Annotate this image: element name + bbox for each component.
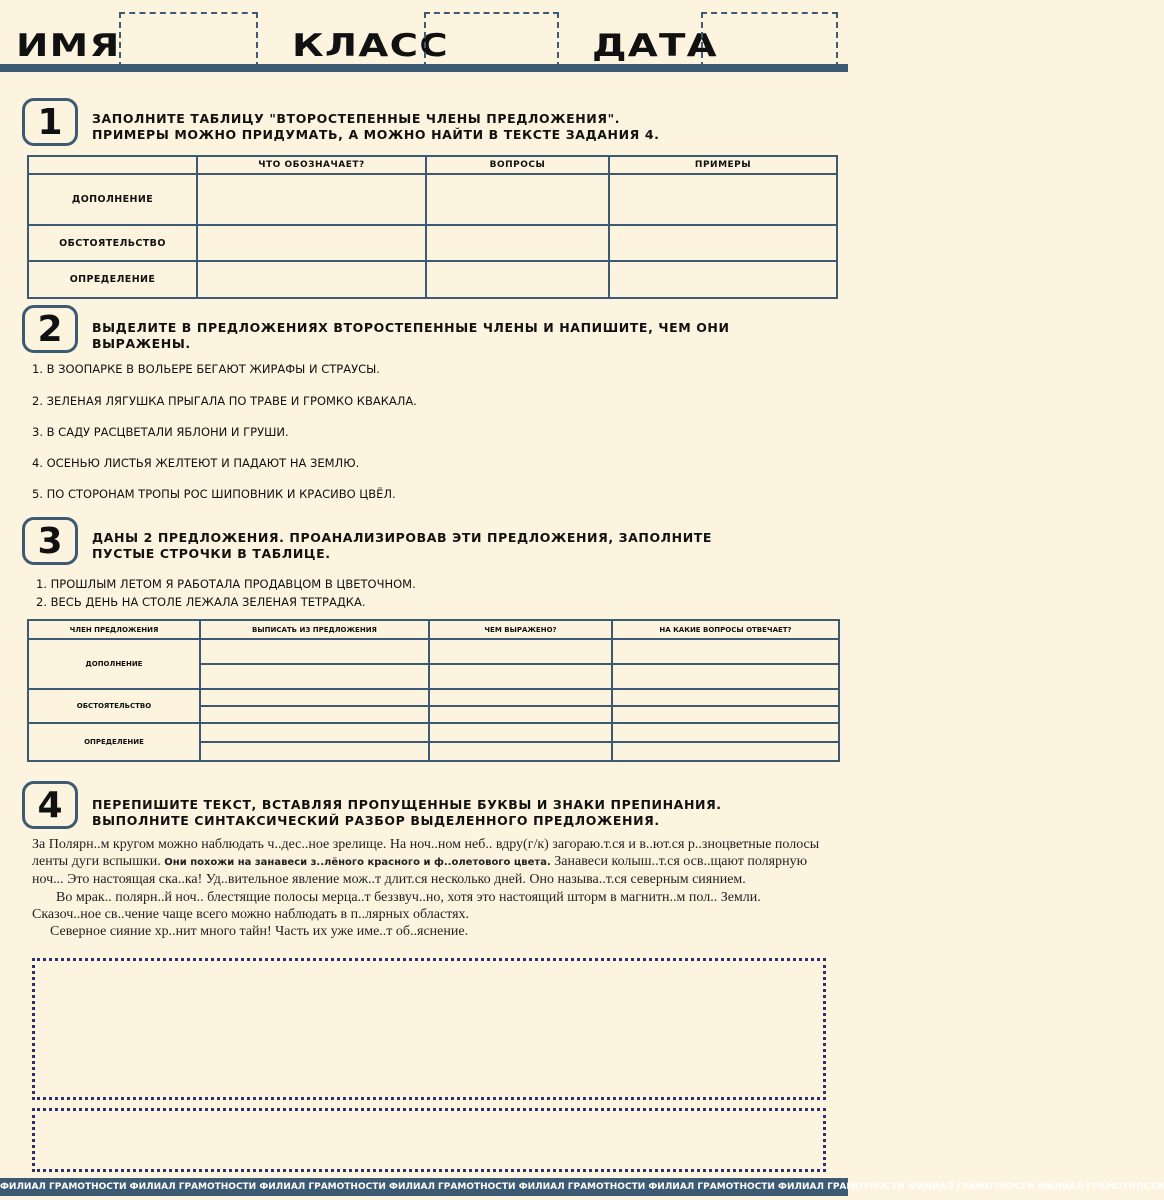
cell[interactable] [429, 706, 612, 723]
sentence: 4. ОСЕНЬЮ ЛИСТЬЯ ЖЕЛТЕЮТ И ПАДАЮТ НА ЗЕМЛЮ. [32, 456, 360, 470]
cell[interactable] [612, 723, 839, 742]
col-header: ВОПРОСЫ [426, 156, 609, 174]
footer-band: ФИЛИАЛ ГРАМОТНОСТИ ФИЛИАЛ ГРАМОТНОСТИ ФИЛИАЛ ГРАМОТНОСТИ ФИЛИАЛ ГРАМОТНОСТИ ФИЛИАЛ ГРАМОТНОСТИ ФИЛИАЛ ГРАМОТНОСТИ ФИЛИАЛ ГРАМОТНОСТИ ФИЛИАЛ ГРАМОТНОСТИ ФИЛИАЛ ГРАМОТНОСТИ [0, 1178, 848, 1196]
cell[interactable] [426, 225, 609, 261]
task-2-badge: 2 [22, 305, 78, 353]
cell[interactable] [612, 742, 839, 761]
task-4-title [92, 797, 722, 829]
row-label: ДОПОЛНЕНИЕ [28, 639, 200, 689]
title-line: ВЫПОЛНИТЕ СИНТАКСИЧЕСКИЙ РАЗБОР ВЫДЕЛЕННОГО ПРЕДЛОЖЕНИЯ. [92, 813, 660, 828]
text: За Полярн..м кругом можно наблюдать ч..дес..ное зрелище. На ноч..ном неб.. вдру(г/к) загораю.т.ся и в..ют.ся р..зноцветные полосы ленты дуги вспышки. [32, 837, 820, 870]
sentence: 1. В ЗООПАРКЕ В ВОЛЬЕРЕ БЕГАЮТ ЖИРАФЫ И СТРАУСЫ. [32, 362, 380, 376]
col-header: НА КАКИЕ ВОПРОСЫ ОТВЕЧАЕТ? [612, 620, 839, 639]
cell[interactable] [609, 174, 837, 225]
col-header: ЧЕМ ВЫРАЖЕНО? [429, 620, 612, 639]
sentence: 5. ПО СТОРОНАМ ТРОПЫ РОС ШИПОВНИК И КРАСИВО ЦВЁЛ. [32, 487, 396, 501]
col-header: ПРИМЕРЫ [609, 156, 837, 174]
name-label: ИМЯ [16, 28, 121, 64]
paragraph: Во мрак.. полярн..й ноч.. блестящие полосы мерца..т беззвуч..но, хотя это настоящий шторм в магнитн..м пол.. Земли. Сказоч..ное св..чение чаще всего можно наблюдать в п..лярных областях. [32, 889, 761, 922]
cell[interactable] [429, 689, 612, 706]
text: Занавеси колыш..т.ся осв..щают полярную ноч... Это настоящая ска..ка! Уд..вительное явление мож..т длит.ся несколько дней. Оно называ..т.ся северным сиянием. [32, 854, 808, 888]
cell[interactable] [612, 664, 839, 689]
task-2-title [92, 320, 730, 352]
class-field[interactable] [424, 12, 559, 68]
row-label: ОПРЕДЕЛЕНИЕ [28, 723, 200, 761]
row-label: ОБСТОЯТЕЛЬСТВО [28, 225, 197, 261]
col-header: ВЫПИСАТЬ ИЗ ПРЕДЛОЖЕНИЯ [200, 620, 429, 639]
cell[interactable] [429, 742, 612, 761]
task-4-badge: 4 [22, 781, 78, 829]
title-line: ПРИМЕРЫ МОЖНО ПРИДУМАТЬ, А МОЖНО НАЙТИ В ТЕКСТЕ ЗАДАНИЯ 4. [92, 127, 660, 142]
cell[interactable] [426, 174, 609, 225]
cell[interactable] [612, 639, 839, 664]
cell[interactable] [200, 723, 429, 742]
answer-area[interactable] [32, 958, 826, 1100]
title-line: ДАНЫ 2 ПРЕДЛОЖЕНИЯ. ПРОАНАЛИЗИРОВАВ ЭТИ ПРЕДЛОЖЕНИЯ, ЗАПОЛНИТЕ [92, 530, 713, 545]
title-line: ВЫДЕЛИТЕ В ПРЕДЛОЖЕНИЯХ ВТОРОСТЕПЕННЫЕ ЧЛЕНЫ И НАПИШИТЕ, ЧЕМ ОНИ [92, 320, 730, 335]
task-1-table [27, 155, 838, 299]
sentence: 2. ВЕСЬ ДЕНЬ НА СТОЛЕ ЛЕЖАЛА ЗЕЛЕНАЯ ТЕТРАДКА. [36, 595, 366, 609]
title-line: ВЫРАЖЕНЫ. [92, 336, 191, 351]
cell[interactable] [609, 261, 837, 298]
title-line: ПУСТЫЕ СТРОЧКИ В ТАБЛИЦЕ. [92, 546, 331, 561]
date-label: ДАТА [592, 28, 718, 64]
date-field[interactable] [701, 12, 838, 68]
col-header [28, 156, 197, 174]
task-3-table [27, 619, 840, 762]
header-bar [0, 64, 848, 72]
col-header: ЧТО ОБОЗНАЧАЕТ? [197, 156, 426, 174]
paragraph: Северное сияние хр..нит много тайн! Часть их уже име..т об..яснение. [50, 924, 469, 940]
task-4-text [32, 836, 832, 940]
cell[interactable] [429, 723, 612, 742]
task-1-badge: 1 [22, 98, 78, 146]
title-line: ЗАПОЛНИТЕ ТАБЛИЦУ "ВТОРОСТЕПЕННЫЕ ЧЛЕНЫ ПРЕДЛОЖЕНИЯ". [92, 111, 621, 126]
sentence: 1. ПРОШЛЫМ ЛЕТОМ Я РАБОТАЛА ПРОДАВЦОМ В ЦВЕТОЧНОМ. [36, 577, 416, 591]
name-field[interactable] [119, 12, 258, 68]
cell[interactable] [612, 706, 839, 723]
cell[interactable] [197, 261, 426, 298]
task-3-title [92, 530, 712, 562]
paragraph [32, 836, 832, 889]
cell[interactable] [197, 225, 426, 261]
row-label: ОПРЕДЕЛЕНИЕ [28, 261, 197, 298]
syntax-analysis-area[interactable] [32, 1108, 826, 1172]
sentence: 3. В САДУ РАСЦВЕТАЛИ ЯБЛОНИ И ГРУШИ. [32, 425, 289, 439]
cell[interactable] [200, 639, 429, 664]
cell[interactable] [200, 706, 429, 723]
cell[interactable] [200, 742, 429, 761]
cell[interactable] [609, 225, 837, 261]
title-line: ПЕРЕПИШИТЕ ТЕКСТ, ВСТАВЛЯЯ ПРОПУЩЕННЫЕ БУКВЫ И ЗНАКИ ПРЕПИНАНИЯ. [92, 797, 722, 812]
cell[interactable] [200, 664, 429, 689]
cell[interactable] [612, 689, 839, 706]
task-1-title [92, 111, 659, 143]
cell[interactable] [197, 174, 426, 225]
sentence: 2. ЗЕЛЕНАЯ ЛЯГУШКА ПРЫГАЛА ПО ТРАВЕ И ГРОМКО КВАКАЛА. [32, 394, 417, 408]
cell[interactable] [429, 664, 612, 689]
task-3-badge: 3 [22, 517, 78, 565]
cell[interactable] [200, 689, 429, 706]
cell[interactable] [426, 261, 609, 298]
class-label: КЛАСС [292, 28, 449, 64]
row-label: ДОПОЛНЕНИЕ [28, 174, 197, 225]
highlighted-sentence: Они похожи на занавеси з..лёного красного и ф..олетового цвета. [164, 857, 551, 869]
col-header: ЧЛЕН ПРЕДЛОЖЕНИЯ [28, 620, 200, 639]
cell[interactable] [429, 639, 612, 664]
row-label: ОБСТОЯТЕЛЬСТВО [28, 689, 200, 723]
